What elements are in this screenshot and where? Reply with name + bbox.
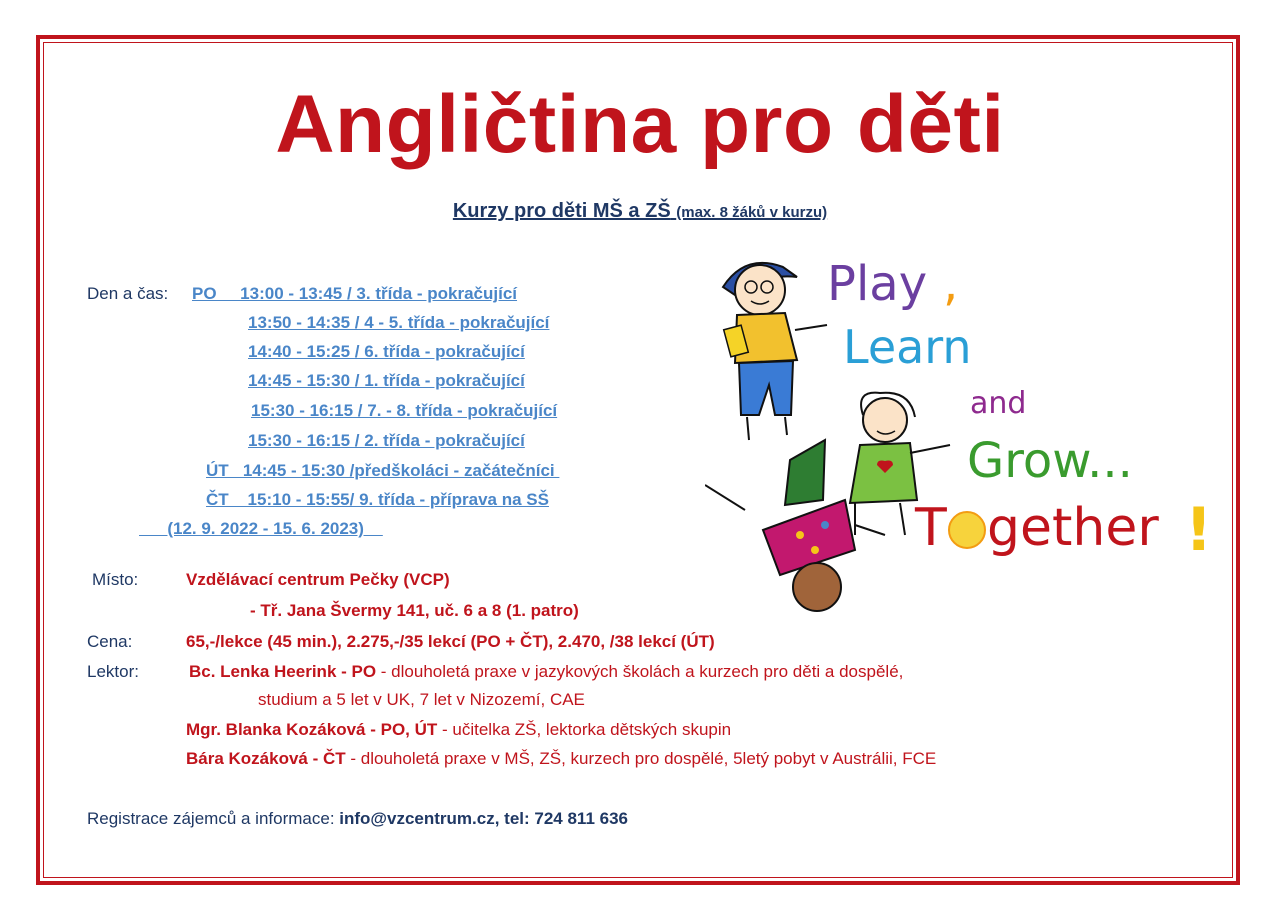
page-title: Angličtina pro děti [275,79,1005,170]
word-comma: , [943,256,959,312]
schedule-row-6: 15:30 - 16:15 / 2. třída - pokračující [248,431,525,450]
place-name: Vzdělávací centrum Pečky (VCP) [186,570,450,589]
lecturer-1-name: Bc. Lenka Heerink - PO [189,662,377,681]
word-together: gether [987,498,1159,558]
schedule-row-1: PO 13:00 - 13:45 / 3. třída - pokračující [192,284,518,303]
place-label: Místo: [92,570,139,589]
lecturer-label: Lektor: [87,662,139,681]
boy-figure-icon [723,263,827,440]
word-play: Play [827,256,928,312]
lecturer-1-desc-2: studium a 5 let v UK, 7 let v Nizozemí, CAE [258,690,585,709]
word-grow: Grow... [967,433,1133,489]
lecturer-3-desc: - dlouholetá praxe v MŠ, ZŠ, kurzech pro dospělé, 5letý pobyt v Austrálii, FCE [345,749,937,768]
registration [87,809,628,829]
subtitle-note: (max. 8 žáků v kurzu) [676,204,828,221]
price-label: Cena: [87,632,133,651]
lecturer-3 [186,749,936,769]
schedule-row-5: 15:30 - 16:15 / 7. - 8. třída - pokračující [251,401,558,420]
schedule-row-4: 14:45 - 15:30 / 1. třída - pokračující [248,371,525,390]
registration-contact: info@vzcentrum.cz, tel: 724 811 636 [339,809,628,828]
schedule-row-2: 13:50 - 14:35 / 4 - 5. třída - pokračující [248,313,550,332]
schedule-date-range: (12. 9. 2022 - 15. 6. 2023) [139,519,383,538]
lecturer-3-name: Bára Kozáková - ČT [186,749,346,768]
schedule-row-7: ÚT 14:45 - 15:30 /předškoláci - začátečníci [206,461,560,480]
schedule-row-8: ČT 15:10 - 15:55/ 9. třída - příprava na SŠ [206,490,549,509]
sun-icon [949,512,985,548]
subtitle-main: Kurzy pro děti MŠ a ZŠ [452,200,671,222]
lecturer-2-desc: - učitelka ZŠ, lektorka dětských skupin [437,720,732,739]
lecturer-2-name: Mgr. Blanka Kozáková - PO, ÚT [186,720,438,739]
word-together-t: T [915,498,947,558]
lecturer-2 [186,720,731,740]
word-and: and [970,386,1027,421]
schedule-label: Den a čas: [87,284,169,303]
word-bang: ! [1185,495,1213,565]
lecturer-1-desc: - dlouholetá praxe v jazykových školách a kurzech pro děti a dospělé, [376,662,904,681]
price-text: 65,-/lekce (45 min.), 2.275,-/35 lekcí (PO + ČT), 2.470, /38 lekcí (ÚT) [186,632,715,651]
word-learn: Learn [843,320,972,374]
schedule-row-3: 14:40 - 15:25 / 6. třída - pokračující [248,342,525,361]
place-address: - Tř. Jana Švermy 141, uč. 6 a 8 (1. patro) [250,601,579,620]
lecturer-1 [189,662,903,682]
registration-label: Registrace zájemců a informace: [87,809,340,828]
subtitle [0,200,1280,223]
kids-illustration [705,245,1225,625]
